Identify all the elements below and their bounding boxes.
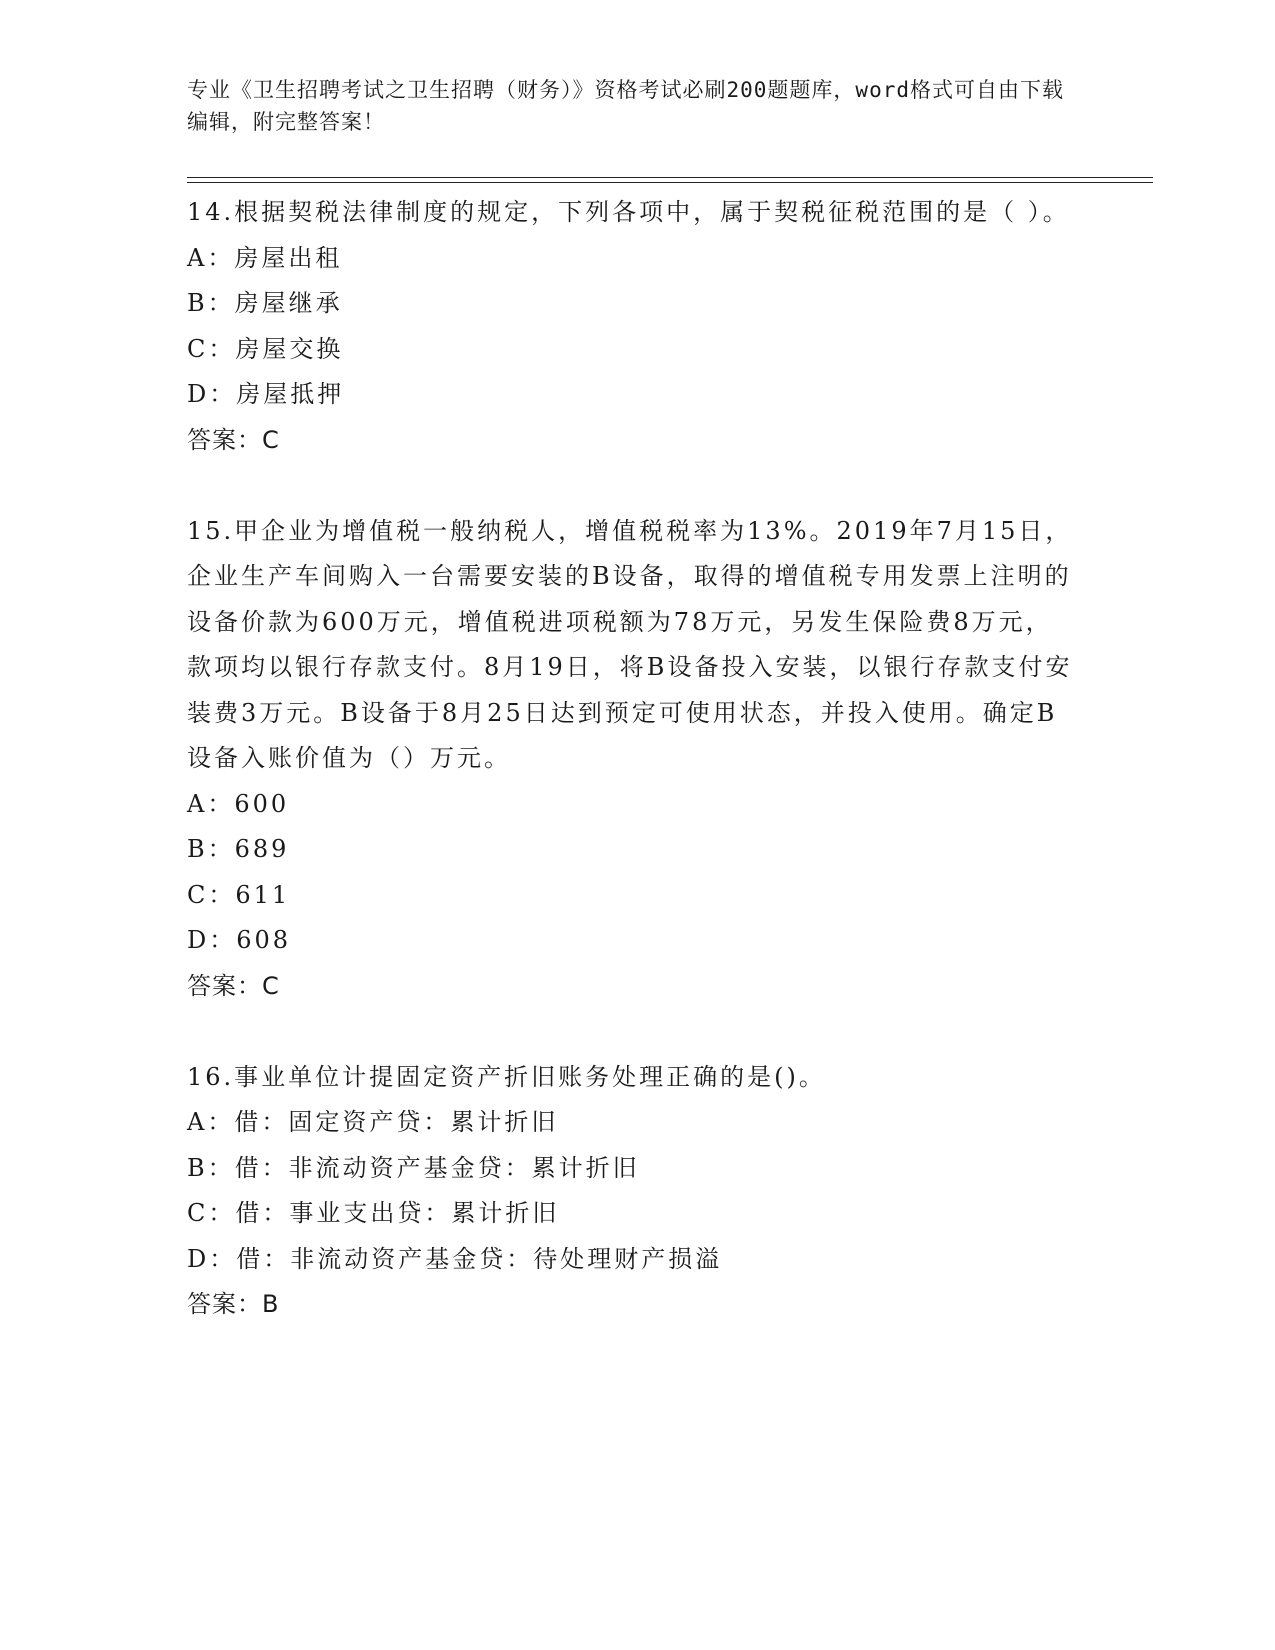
question-stem: 15.甲企业为增值税一般纳税人，增值税税率为13%。2019年7月15日，企业生产车间购入一台需要安装的B设备，取得的增值税专用发票上注明的设备价款为600万元，增值税进项税额为78万元，另发生保险费8万元，款项均以银行存款支付。8月19日，将B设备投入安装，以银行存款支付安装费3万元。B设备于8月25日达到预定可使用状态，并投入使用。确定B设备入账价值为（）万元。 xyxy=(187,516,1073,772)
option-d: D：608 xyxy=(187,926,292,954)
spacer xyxy=(187,463,1077,509)
question-stem: 16.事业单位计提固定资产折旧账务处理正确的是()。 xyxy=(187,1062,826,1091)
option-b: B：借：非流动资产基金贷：累计折旧 xyxy=(187,1153,640,1182)
header-divider-bottom xyxy=(187,182,1153,183)
option-c: C：借：事业支出贷：累计折旧 xyxy=(187,1199,560,1227)
spacer xyxy=(187,1009,1077,1055)
question-list xyxy=(187,190,1077,1327)
option-b: B：689 xyxy=(187,835,290,863)
option-c: C：房屋交换 xyxy=(187,334,344,363)
header-divider-top xyxy=(187,177,1153,178)
answer: 答案：C xyxy=(187,425,280,454)
option-a: A：借：固定资产贷：累计折旧 xyxy=(187,1108,559,1136)
option-b: B：房屋继承 xyxy=(187,289,343,317)
answer: 答案：C xyxy=(187,971,280,1000)
question-stem: 14.根据契税法律制度的规定，下列各项中，属于契税征税范围的是（ ）。 xyxy=(187,198,1070,226)
answer: 答案：B xyxy=(187,1290,280,1318)
option-d: D：借：非流动资产基金贷：待处理财产损溢 xyxy=(187,1244,723,1273)
option-a: A：600 xyxy=(187,789,290,818)
option-d: D：房屋抵押 xyxy=(187,380,345,408)
document-header: 专业《卫生招聘考试之卫生招聘（财务）》资格考试必刷200题题库，word格式可自由下载编辑，附完整答案！ xyxy=(187,78,1064,134)
option-a: A：房屋出租 xyxy=(187,243,343,272)
question-14 xyxy=(187,190,1077,463)
question-15 xyxy=(187,509,1077,1009)
question-16 xyxy=(187,1055,1077,1328)
option-c: C：611 xyxy=(187,880,291,909)
